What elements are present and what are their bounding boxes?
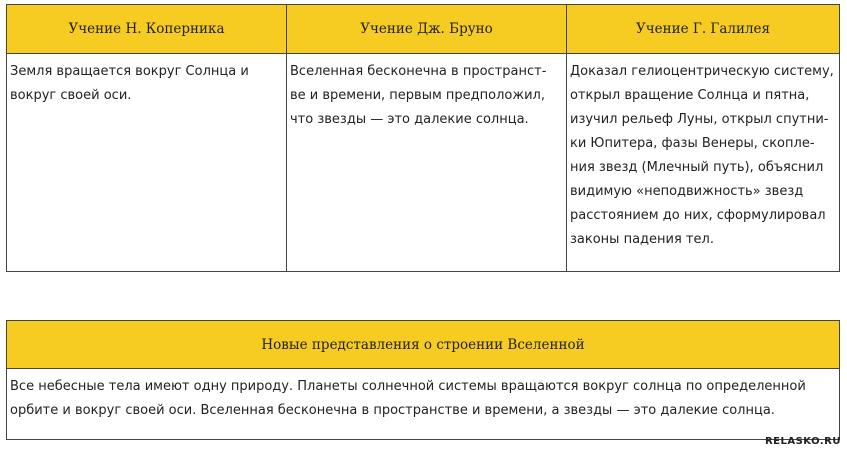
cell-new-views: Все небесные тела имеют одну природу. Планеты солнечной системы вращаются вокруг солнца по определенной орбите и вокруг своей оси. Вселенная бесконечна в пространстве и времени, а звезды — это далекие солнца. — [7, 369, 840, 440]
header-new-views: Новые представления о строении Вселенной — [7, 321, 840, 369]
header-row — [7, 5, 840, 54]
content-row — [7, 369, 840, 440]
watermark: RELASKO.RU — [764, 436, 841, 447]
header-copernicus: Учение Н. Коперника — [7, 5, 287, 54]
new-views-table — [6, 320, 840, 440]
header-galileo: Учение Г. Галилея — [567, 5, 840, 54]
cell-bruno: Вселенная бесконечна в пространст-ве и времени, первым предположил, что звезды — это далекие солнца. — [287, 54, 567, 272]
cell-copernicus: Земля вращается вокруг Солнца и вокруг своей оси. — [7, 54, 287, 272]
teachings-table — [6, 4, 840, 272]
header-bruno: Учение Дж. Бруно — [287, 5, 567, 54]
cell-galileo: Доказал гелиоцентрическую систему, открыл вращение Солнца и пятна, изучил рельеф Луны, открыл спутни-ки Юпитера, фазы Венеры, скопле-ния звезд (Млечный путь), объяснил видимую «неподвижность» звезд расстоянием до них, сформулировал законы падения тел. — [567, 54, 840, 272]
content-row — [7, 54, 840, 272]
header-row — [7, 321, 840, 369]
